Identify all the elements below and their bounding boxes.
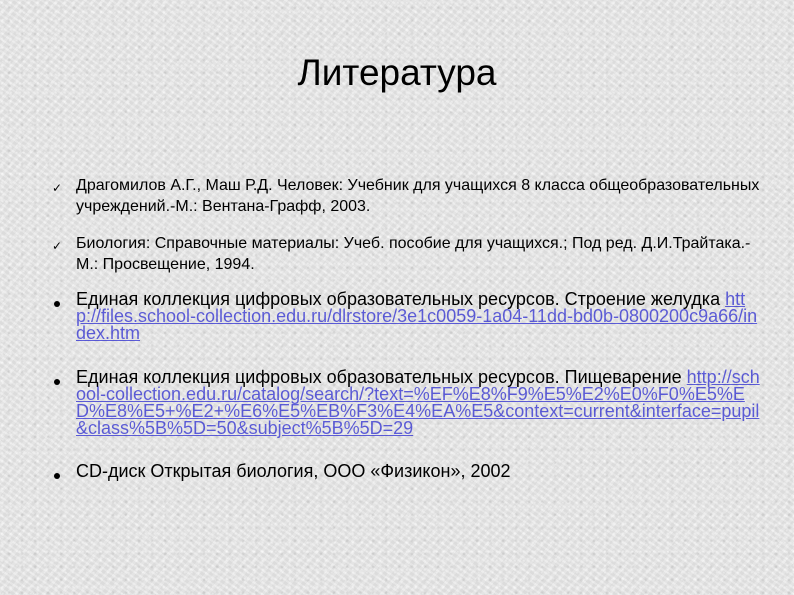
list-item: [52, 291, 764, 342]
reference-list: [52, 175, 764, 480]
checkmark-bullet-icon: ✓: [52, 239, 63, 253]
checkmark-bullet-icon: ✓: [52, 181, 63, 195]
reference-text: Единая коллекция цифровых образовательных ресурсов. Строение желудка: [76, 289, 726, 309]
round-bullet-icon: [54, 301, 60, 307]
reference-text: CD-диск Открытая биология, ООО «Физикон», 2002: [76, 461, 511, 481]
round-bullet-icon: [54, 379, 60, 385]
reference-text: Биология: Справочные материалы: Учеб. пособие для учащихся.; Под ред. Д.И.Трайтака.-М.: Просвещение, 1994.: [76, 235, 751, 273]
reference-link[interactable]: http://files.school-collection.edu.ru/dlrstore/3e1c0059-1a04-11dd-bd0b-0800200c9a66/index.htm: [76, 289, 758, 343]
list-item: [52, 463, 764, 480]
reference-text: Единая коллекция цифровых образовательных ресурсов. Пищеварение: [76, 367, 687, 387]
list-item: [52, 175, 764, 217]
list-item: [52, 369, 764, 437]
reference-link[interactable]: http://school-collection.edu.ru/catalog/search/?text=%EF%E8%F9%E5%E2%E0%F0%E5%ED%E8%E5+%E2+%E6%E5%EB%F3%E4%EA%E5&context=current&interface=pupil&class%5B%5D=50&subject%5B%5D=29: [76, 367, 760, 438]
list-item: [52, 233, 764, 275]
reference-text: Драгомилов А.Г., Маш Р.Д. Человек: Учебник для учащихся 8 класса общеобразовательных учреждений.-М.: Вентана-Графф, 2003.: [76, 177, 760, 215]
page-title: Литература: [297, 52, 497, 93]
round-bullet-icon: [54, 473, 60, 479]
